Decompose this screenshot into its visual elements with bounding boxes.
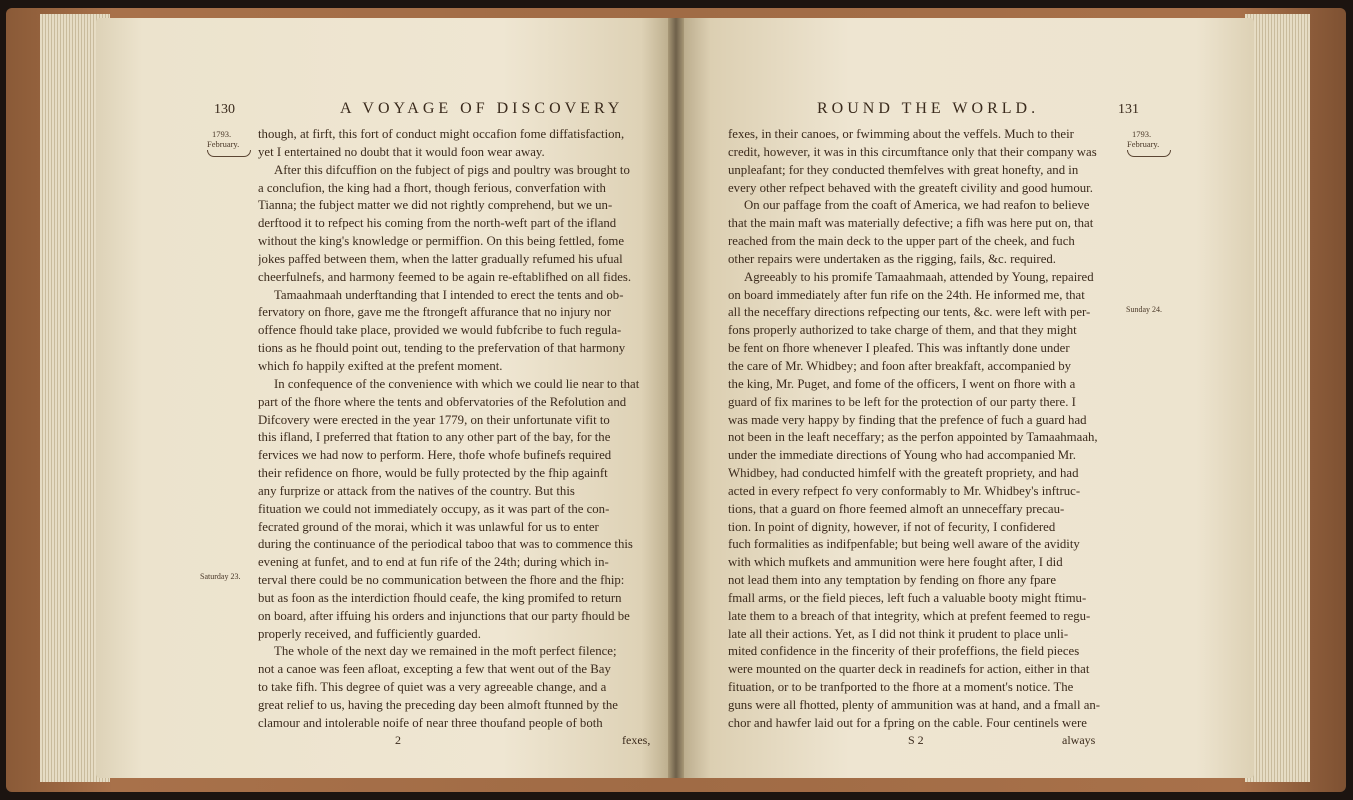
text-line: fuch formalities as indifpenfable; but being well aware of the avidity (728, 537, 1080, 552)
text-line: Difcovery were erected in the year 1779, on their unfortunate vifit to (258, 412, 610, 427)
text-line: guard of fix marines to be left for the protection of our party there. I (728, 394, 1076, 409)
left-running-head: A VOYAGE OF DISCOVERY (340, 100, 624, 117)
left-margin-month: February. (207, 139, 240, 149)
right-running-head: ROUND THE WORLD. (817, 100, 1040, 117)
left-signature-mark: 2 (395, 733, 401, 747)
text-line: their refidence on fhore, would be fully protected by the fhip againft (258, 466, 608, 481)
right-margin-brace (1127, 150, 1171, 157)
text-line: The whole of the next day we remained in the moft perfect filence; (274, 644, 617, 659)
text-line: part of the fhore where the tents and obfervatories of the Refolution and (258, 394, 627, 409)
text-line: to take fifh. This degree of quiet was a very agreeable change, and a (258, 680, 607, 695)
text-line: with which mufkets and ammunition were here fought after, I did (728, 555, 1063, 570)
text-line: that the main maft was materially defective; a fifh was here put on, that (728, 216, 1094, 231)
text-line: this ifland, I preferred that ftation to any other part of the bay, for the (258, 430, 611, 445)
right-margin-month: February. (1127, 139, 1160, 149)
text-line: on board, after iffuing his orders and injunctions that our party fhould be (258, 608, 630, 623)
text-line: chor and hawfer laid out for a fpring on the cable. Four centinels were (728, 715, 1087, 730)
right-page-number: 131 (1118, 102, 1139, 117)
page-edges-right (1245, 14, 1310, 782)
text-line: evening at funfet, and to end at fun rife of the 24th; during which in- (258, 555, 609, 570)
text-line: yet I entertained no doubt that it would foon wear away. (258, 144, 545, 159)
text-line: tion. In point of dignity, however, if not of fecurity, I confidered (728, 519, 1056, 534)
text-line: jokes paffed between them, when the latter gradually refumed his ufual (258, 251, 623, 266)
text-line: but as foon as the interdiction fhould ceafe, the king promifed to return (258, 590, 622, 605)
text-line: not lead them into any temptation by fending on fhore any fpare (728, 573, 1057, 588)
text-line: fexes, in their canoes, or fwimming about the veffels. Much to their (728, 127, 1074, 141)
right-margin-note: Sunday 24. (1126, 305, 1162, 314)
text-line: properly received, and fufficiently guarded. (258, 626, 481, 641)
text-line: cheerfulnefs, and harmony feemed to be again re-eftablifhed on all fides. (258, 269, 632, 284)
text-line: fecrated ground of the morai, which it was unlawful for us to enter (258, 519, 599, 534)
text-line: on board immediately after fun rife on the 24th. He informed me, that (728, 287, 1085, 302)
text-line: under the immediate directions of Young who had accompanied Mr. (728, 448, 1076, 463)
text-line: every other refpect behaved with the greateft civility and good humour. (728, 180, 1093, 195)
text-line: without the king's knowledge or permiffion. On this being fettled, fome (258, 234, 625, 249)
text-line: clamour and intolerable noife of near three thoufand people of both (258, 715, 603, 730)
text-line: during the continuance of the periodical taboo that was to commence this (258, 537, 633, 552)
text-line: On our paffage from the coaft of America, we had reafon to believe (744, 198, 1090, 213)
text-line: fituation, or to be tranfported to the fhore at a moment's notice. The (728, 680, 1074, 695)
text-line: which fo happily exifted at the prefent moment. (258, 358, 503, 373)
right-margin-year: 1793. (1132, 129, 1152, 139)
text-line: the care of Mr. Whidbey; and foon after breakfaft, accompanied by (728, 358, 1071, 373)
left-catchword: fexes, (622, 733, 651, 747)
right-page-text (728, 126, 1118, 733)
left-page-number: 130 (214, 102, 235, 117)
text-line: all the neceffary directions refpecting our tents, &c. were left with per- (728, 305, 1091, 320)
text-line: late all their actions. Yet, as I did not think it prudent to place unli- (728, 626, 1069, 641)
text-line: not been in the leaft neceffary; as the perfon appointed by Tamaahmaah, (728, 430, 1098, 445)
text-line: guns were all fhotted, plenty of ammunition was at hand, and a fmall an- (728, 698, 1101, 712)
text-line: terval there could be no communication between the fhore and the fhip: (258, 573, 625, 588)
text-line: tions as he fhould point out, tending to the prefervation of that harmony (258, 341, 626, 356)
text-line: was made very happy by finding that the prefence of fuch a guard had (728, 412, 1087, 427)
text-line: though, at firft, this fort of conduct might occafion fome diffatisfaction, (258, 127, 625, 141)
text-line: late them to a breach of that integrity, which at prefent feemed to regu- (728, 608, 1091, 623)
text-line: fervatory on fhore, gave me the ftrongeft affurance that no injury nor (258, 305, 611, 320)
text-line: great relief to us, having the preceding day been almoft ftunned by the (258, 698, 618, 712)
text-line: Tianna; the fubject matter we did not rightly comprehend, but we un- (258, 198, 613, 213)
left-page-text (258, 126, 650, 733)
book-gutter (668, 18, 684, 778)
text-line: derftood it to refpect his coming from the north-weft part of the ifland (258, 216, 617, 231)
text-line: any furprize or attack from the natives of the country. But this (258, 483, 575, 498)
text-line: Agreeably to his promife Tamaahmaah, attended by Young, repaired (744, 269, 1094, 284)
text-line: acted in every refpect fo very conformably to Mr. Whidbey's inftruc- (728, 483, 1081, 498)
text-line: Tamaahmaah underftanding that I intended to erect the tents and ob- (274, 287, 624, 302)
text-line: Whidbey, had conducted himfelf with the greateft propriety, and had (728, 466, 1079, 481)
text-line: not a canoe was feen afloat, excepting a few that went out of the Bay (258, 662, 611, 677)
text-line: fituation we could not immediately occupy, as it was part of the con- (258, 501, 610, 516)
text-line: other repairs were undertaken as the rigging, fails, &c. required. (728, 251, 1056, 266)
text-line: fons properly authorized to take charge of them, and that they might (728, 323, 1077, 338)
text-line: offence fhould take place, provided we would fubfcribe to fuch regula- (258, 323, 622, 338)
text-line: mited confidence in the fincerity of their profeffions, the field pieces (728, 644, 1080, 659)
left-margin-note: Saturday 23. (200, 572, 241, 581)
text-line: In confequence of the convenience with which we could lie near to that (274, 376, 640, 391)
left-margin-brace (207, 150, 251, 157)
text-line: the king, Mr. Puget, and fome of the officers, I went on fhore with a (728, 376, 1076, 391)
right-signature-mark: S 2 (908, 733, 924, 747)
text-line: unpleafant; for they conducted themfelves with great honefty, and in (728, 162, 1079, 177)
right-catchword: always (1062, 733, 1096, 747)
text-line: credit, however, it was in this circumftance only that their company was (728, 144, 1097, 159)
left-margin-year: 1793. (212, 129, 232, 139)
text-line: fervices we had now to perform. Here, thofe whofe bufinefs required (258, 448, 612, 463)
text-line: were mounted on the quarter deck in readinefs for action, either in that (728, 662, 1090, 677)
text-line: be fent on fhore whenever I pleafed. This was inftantly done under (728, 341, 1070, 356)
text-line: reached from the main deck to the upper part of the cheek, and fuch (728, 234, 1075, 249)
text-line: tions, that a guard on fhore feemed almoft an unneceffary precau- (728, 501, 1065, 516)
text-line: fmall arms, or the field pieces, left fuch a valuable booty might ftimu- (728, 590, 1087, 605)
text-line: a conclufion, the king had a fhort, though ferious, converfation with (258, 180, 606, 195)
text-line: After this difcuffion on the fubject of pigs and poultry was brought to (274, 162, 630, 177)
